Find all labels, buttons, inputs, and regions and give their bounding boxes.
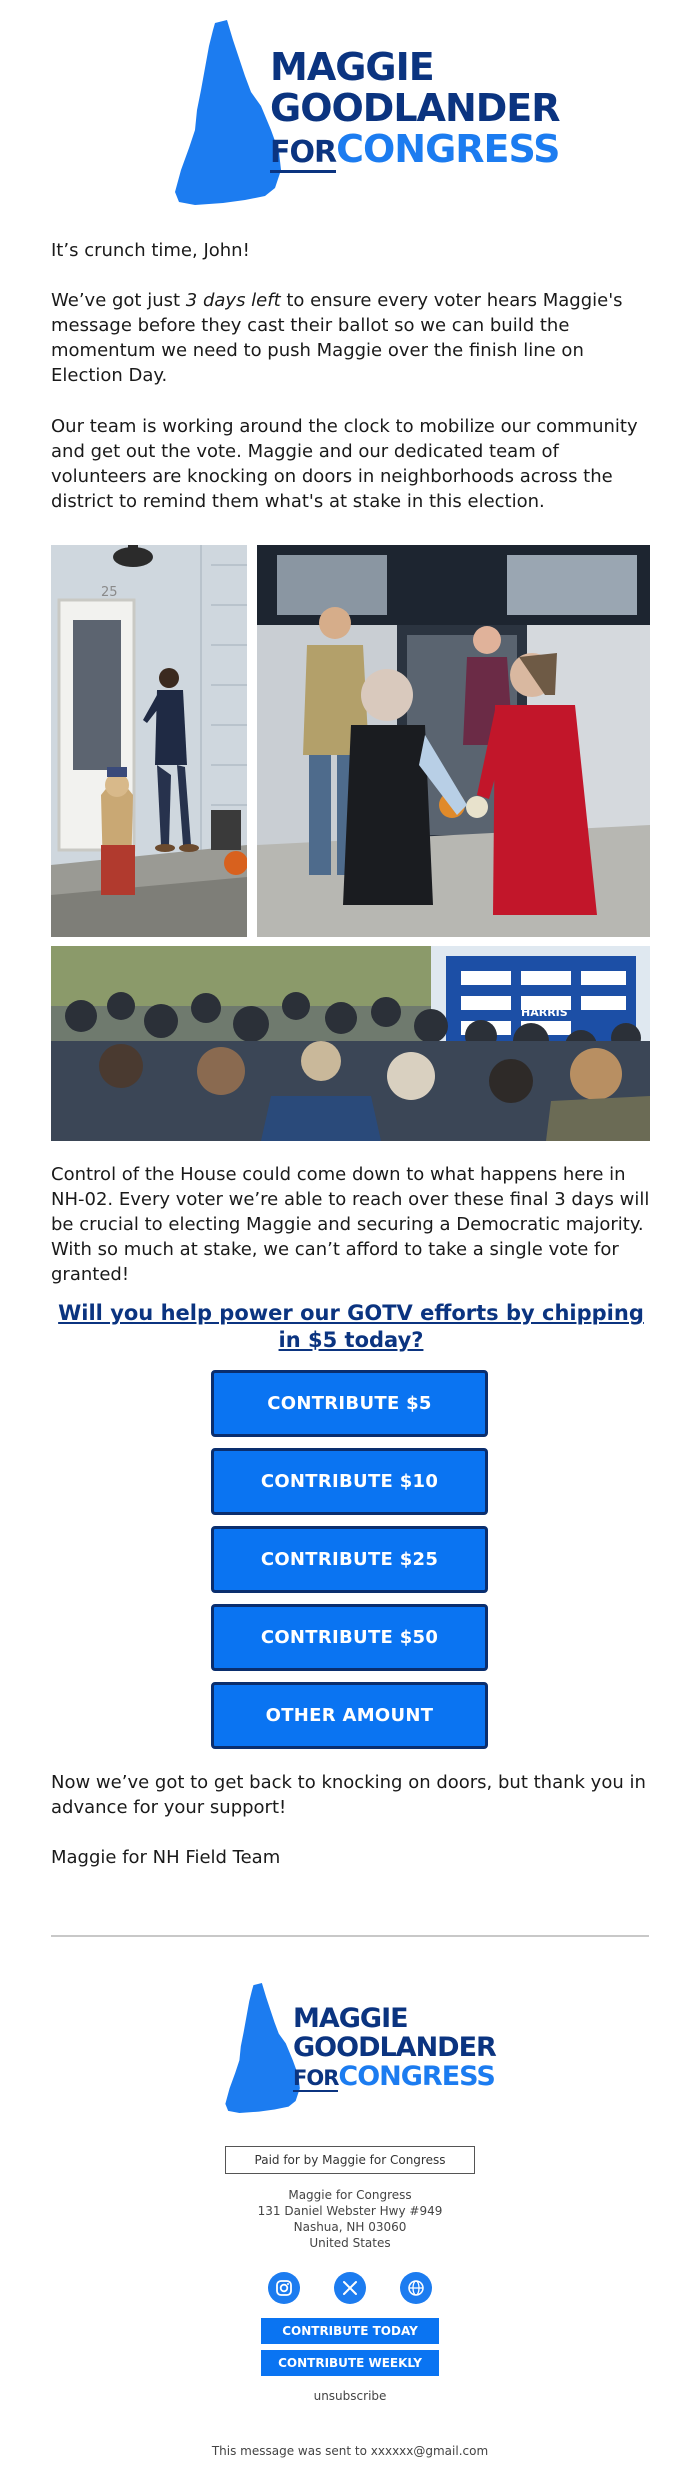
- unsubscribe-link[interactable]: unsubscribe: [313, 2389, 387, 2403]
- footer-org-name: Maggie for Congress: [288, 2188, 412, 2202]
- photo-volunteer-crowd: [51, 946, 650, 1141]
- contribute-5-button[interactable]: CONTRIBUTE $5: [211, 1370, 488, 1437]
- contribute-weekly-button[interactable]: CONTRIBUTE WEEKLY: [261, 2350, 439, 2376]
- logo-wordmark: MAGGIE GOODLANDER FORCONGRESS: [293, 2003, 496, 2092]
- sign-text: HARRIS: [521, 1006, 568, 1019]
- door-number: 25: [101, 585, 118, 600]
- paragraph-stakes: Control of the House could come down to what happens here in NH-02. Every voter we’re able to reach over these final 3 days will be crucial to electing Maggie and securing a Democratic majority. With so much at stake, we can’t afford to take a single vote for granted!: [51, 1164, 650, 1285]
- signature: Maggie for NH Field Team: [51, 1847, 281, 1868]
- sent-to-notice: This message was sent to xxxxxx@gmail.com: [211, 2444, 489, 2458]
- contribute-25-button[interactable]: CONTRIBUTE $25: [211, 1526, 488, 1593]
- new-hampshire-state-icon: [225, 1983, 303, 2113]
- campaign-logo-header: [175, 20, 560, 205]
- contribute-10-button[interactable]: CONTRIBUTE $10: [211, 1448, 488, 1515]
- footer-city: Nashua, NH 03060: [293, 2220, 407, 2234]
- contribute-today-button[interactable]: CONTRIBUTE TODAY: [261, 2318, 439, 2344]
- campaign-logo-footer: [225, 1983, 496, 2113]
- photo-door-knocking: [51, 545, 247, 937]
- website-icon[interactable]: [400, 2272, 432, 2304]
- donation-ask-link[interactable]: Will you help power our GOTV efforts by chipping in $5 today?: [58, 1301, 644, 1352]
- divider: [51, 1935, 649, 1937]
- footer-country: United States: [309, 2236, 391, 2250]
- paid-for-disclaimer: Paid for by Maggie for Congress: [225, 2146, 475, 2174]
- paragraph-intro: We’ve got just 3 days left to ensure every voter hears Maggie's message before they cast their ballot so we can build the momentum we need to push Maggie over the finish line on Election Day.: [51, 290, 623, 386]
- logo-wordmark: MAGGIE GOODLANDER FORCONGRESS: [270, 45, 560, 171]
- closing-paragraph: Now we’ve got to get back to knocking on doors, but thank you in advance for your support!: [51, 1772, 646, 1818]
- other-amount-button[interactable]: OTHER AMOUNT: [211, 1682, 488, 1749]
- greeting: It’s crunch time, John!: [51, 240, 250, 261]
- instagram-icon[interactable]: [268, 2272, 300, 2304]
- footer-street: 131 Daniel Webster Hwy #949: [257, 2204, 443, 2218]
- photo-canvass-conversation: [257, 545, 650, 937]
- paragraph-team: Our team is working around the clock to mobilize our community and get out the vote. Maggie and our dedicated team of volunteers are knocking on doors in neighborhoods across the district to remind them what's at stake in this election.: [51, 416, 638, 512]
- contribute-50-button[interactable]: CONTRIBUTE $50: [211, 1604, 488, 1671]
- new-hampshire-state-icon: [175, 20, 285, 205]
- x-icon[interactable]: [334, 2272, 366, 2304]
